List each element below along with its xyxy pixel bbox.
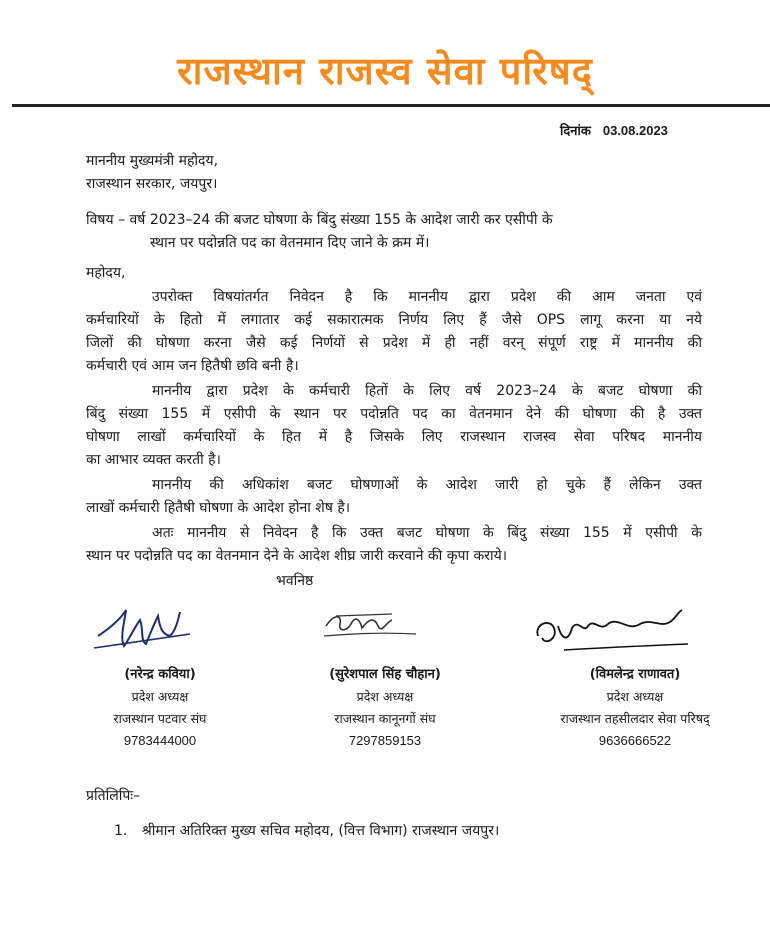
letterhead-divider — [12, 104, 770, 107]
signatory-2-name: (सुरेशपाल सिंह चौहान) — [329, 667, 441, 682]
salutation: महोदय, — [86, 265, 126, 281]
body-p3-line-1: माननीय की अधिकांश बजट घोषणाओं के आदेश जारी हो चुके हैं लेकिन उक्त — [152, 477, 702, 493]
signatory-2-designation: प्रदेश अध्यक्ष — [356, 689, 414, 704]
signatory-3-designation: प्रदेश अध्यक्ष — [606, 689, 664, 704]
body-p2-line-4: का आभार व्यक्त करती है। — [86, 452, 221, 468]
signature-3-image — [528, 606, 698, 666]
signatory-3-phone: 9636666522 — [598, 733, 672, 748]
body-p1-line-1: उपरोक्त विषयांतर्गत निवेदन है कि माननीय द्वारा प्रदेश की आम जनता एवं — [152, 289, 702, 305]
addressee-line-2: राजस्थान सरकार, जयपुर। — [86, 176, 218, 192]
body-p1-line-2: कर्मचारियों के हितो में लगातार कई सकारात्मक निर्णय लिए हैं जैसे OPS लागू करना या नये — [86, 312, 702, 328]
signatory-1-org: राजस्थान पटवार संघ — [113, 711, 207, 726]
copy-to-label: प्रतिलिपिः– — [86, 788, 141, 804]
signatory-2-phone: 7297859153 — [348, 733, 422, 748]
body-p2-line-3: घोषणा लाखों कर्मचारियों के हित में है जिसके लिए राजस्थान राजस्व सेवा परिषद माननीय — [86, 429, 702, 445]
body-p1-line-3: जिलों की घोषणा करना जैसे कई निर्णयों से प्रदेश में ही नहीं वरन् संपूर्ण राष्ट्र में माननीय की — [86, 335, 702, 351]
signatory-1 — [60, 664, 260, 752]
signatory-1-designation: प्रदेश अध्यक्ष — [131, 689, 189, 704]
signatory-2 — [285, 664, 485, 752]
signatory-3 — [515, 664, 755, 752]
body-p4-line-2: स्थान पर पदोन्नति पद का वेतनमान देने के आदेश शीघ्र जारी करवाने की कृपा कराये। — [86, 548, 508, 564]
subject-line-1: विषय – वर्ष 2023–24 की बजट घोषणा के बिंदु संख्या 155 के आदेश जारी कर एसीपी के — [86, 212, 553, 228]
signatory-2-org: राजस्थान कानूनगों संघ — [334, 711, 436, 726]
body-p1-line-4: कर्मचारी एवं आम जन हितैषी छवि बनी है। — [86, 358, 299, 374]
date-label: दिनांक — [560, 124, 591, 139]
body-p2-line-1: माननीय द्वारा प्रदेश के कर्मचारी हितों के लिए वर्ष 2023–24 के बजट घोषणा की — [152, 383, 702, 399]
body-p4-line-1: अतः माननीय से निवेदन है कि उक्त बजट घोषणा के बिंदु संख्या 155 में एसीपी के — [152, 525, 702, 541]
signature-2-image — [320, 606, 420, 646]
signatory-1-phone: 9783444000 — [123, 733, 197, 748]
signatory-3-name: (विमलेन्द्र राणावत) — [589, 667, 681, 682]
letter-date — [560, 121, 668, 139]
signature-1-image — [90, 600, 200, 660]
body-p3-line-2: लाखों कर्मचारी हितैषी घोषणा के आदेश होना शेष है। — [86, 500, 351, 516]
body-p2-line-2: बिंदु संख्या 155 में एसीपी के स्थान पर पदोन्नति पद का वेतनमान देने की घोषणा की है उक्त — [86, 406, 702, 422]
signatory-1-name: (नरेन्द्र कविया) — [124, 667, 196, 682]
addressee-line-1: माननीय मुख्यमंत्री महोदय, — [86, 153, 219, 169]
copy-to-item-text: श्रीमान अतिरिक्त मुख्य सचिव महोदय, (वित्त विभाग) राजस्थान जयपुर। — [141, 823, 500, 839]
copy-to-item — [114, 820, 499, 843]
date-value: 03.08.2023 — [602, 123, 668, 138]
subject-line-2: स्थान पर पदोन्नति पद का वेतनमान दिए जाने के क्रम में। — [150, 235, 430, 251]
copy-to-item-number: 1. — [114, 823, 128, 839]
signatory-3-org: राजस्थान तहसीलदार सेवा परिषद् — [560, 711, 710, 726]
closing-text: भवनिष्ठ — [276, 573, 314, 589]
letterhead-title: राजस्थान राजस्व सेवा परिषद् — [177, 49, 593, 93]
